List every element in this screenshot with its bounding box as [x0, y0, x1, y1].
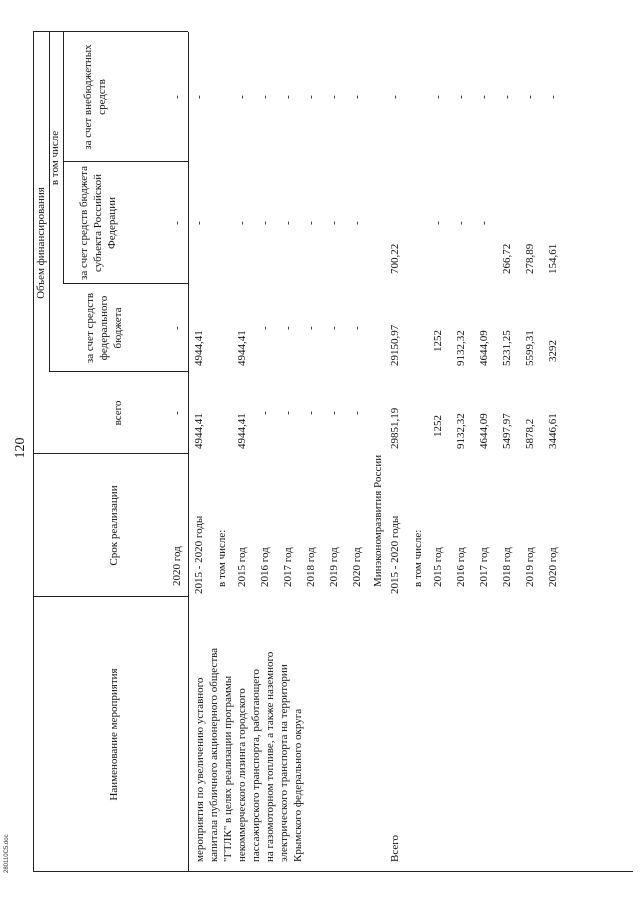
- including-header-line: [63, 32, 64, 284]
- regional-cell: 154,61: [547, 243, 559, 274]
- header-funding: Объем финансирования: [35, 187, 47, 299]
- total-cell: 9132,32: [455, 413, 467, 449]
- extrabudget-cell: -: [455, 95, 467, 99]
- extrabudget-cell: -: [501, 95, 513, 99]
- federal-cell: -: [305, 326, 317, 330]
- federal-cell: -: [351, 326, 363, 330]
- ministry-heading: Минэкономразвития России: [372, 454, 384, 587]
- regional-cell: 278,89: [524, 243, 536, 274]
- regional-cell: 266,72: [501, 243, 513, 274]
- period-cell: 2018 год: [305, 547, 317, 587]
- extrabudget-cell: -: [328, 95, 340, 99]
- federal-cell: 3292: [547, 340, 559, 362]
- extrabudget-cell: -: [236, 95, 248, 99]
- total-cell: 4944,41: [193, 413, 205, 449]
- federal-cell: 5599,31: [524, 330, 536, 366]
- federal-cell: -: [328, 326, 340, 330]
- header-regional: за счет средств бюджета субъекта Российской Федерации: [78, 166, 118, 280]
- extrabudget-cell: -: [193, 95, 205, 99]
- period-cell: 2016 год: [455, 547, 467, 587]
- period-cell: 2015 - 2020 годы: [389, 515, 401, 594]
- total-cell: 5497,97: [501, 413, 513, 449]
- including-label: в том числе:: [412, 529, 424, 587]
- total-cell: -: [171, 411, 183, 415]
- measure-line: пассажирского транспорта, работающего: [250, 669, 262, 862]
- regional-cell: -: [171, 221, 183, 225]
- extrabudget-cell: -: [171, 95, 183, 99]
- total-cell: 5878,2: [524, 418, 536, 449]
- regional-cell: -: [236, 221, 248, 225]
- regional-cell: -: [351, 221, 363, 225]
- federal-cell: -: [259, 326, 271, 330]
- regional-cell: -: [328, 221, 340, 225]
- extrabudget-cell: -: [259, 95, 271, 99]
- extrabudget-cell: -: [432, 95, 444, 99]
- regional-cell: 700,22: [389, 243, 401, 274]
- header-bottom-border: [188, 32, 189, 872]
- federal-cell: 29150,97: [389, 324, 401, 366]
- extrabudget-cell: -: [547, 95, 559, 99]
- total-cell: 1252: [432, 415, 444, 437]
- measure-line: некоммерческого лизинга городского: [236, 688, 248, 862]
- extrabudget-cell: -: [389, 95, 401, 99]
- extrabudget-cell: -: [351, 95, 363, 99]
- regional-cell: -: [432, 221, 444, 225]
- extrabudget-cell: -: [305, 95, 317, 99]
- total-cell: -: [328, 411, 340, 415]
- measure-line: "ГТЛК" в целях реализации программы: [222, 675, 234, 862]
- total-cell: 4944,41: [236, 413, 248, 449]
- measure-line: Крымского федерального округа: [292, 708, 304, 862]
- measure-line: мероприятия по увеличению уставного: [194, 677, 206, 862]
- regional-cell: -: [478, 221, 490, 225]
- regional-cell: -: [305, 221, 317, 225]
- federal-cell: 4644,09: [478, 330, 490, 366]
- total-cell: -: [282, 411, 294, 415]
- rotated-table-sheet: [13, 32, 633, 872]
- period-cell: 2017 год: [282, 547, 294, 587]
- measure-line: электрического транспорта на территории: [278, 664, 290, 862]
- federal-cell: 4944,41: [193, 330, 205, 366]
- table-left-border: [33, 871, 633, 872]
- header-period: Срок реализации: [108, 485, 120, 566]
- header-including: в том числе: [49, 130, 61, 186]
- total-label: Всего: [389, 835, 401, 862]
- total-cell: -: [305, 411, 317, 415]
- period-cell: 2018 год: [501, 547, 513, 587]
- footer-file-code: 280110C5.doc: [4, 834, 10, 873]
- total-cell: -: [259, 411, 271, 415]
- period-cell: 2020 год: [547, 547, 559, 587]
- federal-cell: 4944,41: [236, 330, 248, 366]
- measure-line: капитала публичного акционерного общества: [208, 647, 220, 862]
- total-cell: 3446,61: [547, 413, 559, 449]
- header-total: всего: [112, 400, 124, 426]
- federal-cell: 1252: [432, 330, 444, 352]
- regional-cell: -: [282, 221, 294, 225]
- extrabudget-cell: -: [282, 95, 294, 99]
- total-cell: -: [351, 411, 363, 415]
- period-cell: 2017 год: [478, 547, 490, 587]
- federal-cell: -: [282, 326, 294, 330]
- total-cell: 29851,19: [389, 407, 401, 449]
- period-cell: 2016 год: [259, 547, 271, 587]
- period-cell: 2015 год: [432, 547, 444, 587]
- header-extrabudget: за счет внебюджетных средств: [82, 44, 108, 150]
- period-cell: 2020 год: [171, 546, 183, 586]
- measure-line: на газомоторном топливе, а также наземного: [264, 651, 276, 862]
- total-cell: 4644,09: [478, 413, 490, 449]
- header-federal: за счет средств федерального бюджета: [84, 292, 124, 364]
- extrabudget-cell: -: [524, 95, 536, 99]
- federal-cell: -: [171, 326, 183, 330]
- header-name: Наименование мероприятия: [108, 668, 120, 801]
- federal-cell: 5231,25: [501, 330, 513, 366]
- period-cell: 2019 год: [328, 547, 340, 587]
- extrabudget-cell: -: [478, 95, 490, 99]
- period-cell: 2015 - 2020 годы: [193, 515, 205, 594]
- period-cell: 2019 год: [524, 547, 536, 587]
- page-number: 120: [13, 437, 28, 459]
- federal-cell: 9132,32: [455, 330, 467, 366]
- regional-cell: -: [193, 221, 205, 225]
- period-cell: 2020 год: [351, 547, 363, 587]
- regional-cell: -: [259, 221, 271, 225]
- including-label: в том числе:: [216, 529, 228, 587]
- period-cell: 2015 год: [236, 547, 248, 587]
- regional-cell: -: [455, 221, 467, 225]
